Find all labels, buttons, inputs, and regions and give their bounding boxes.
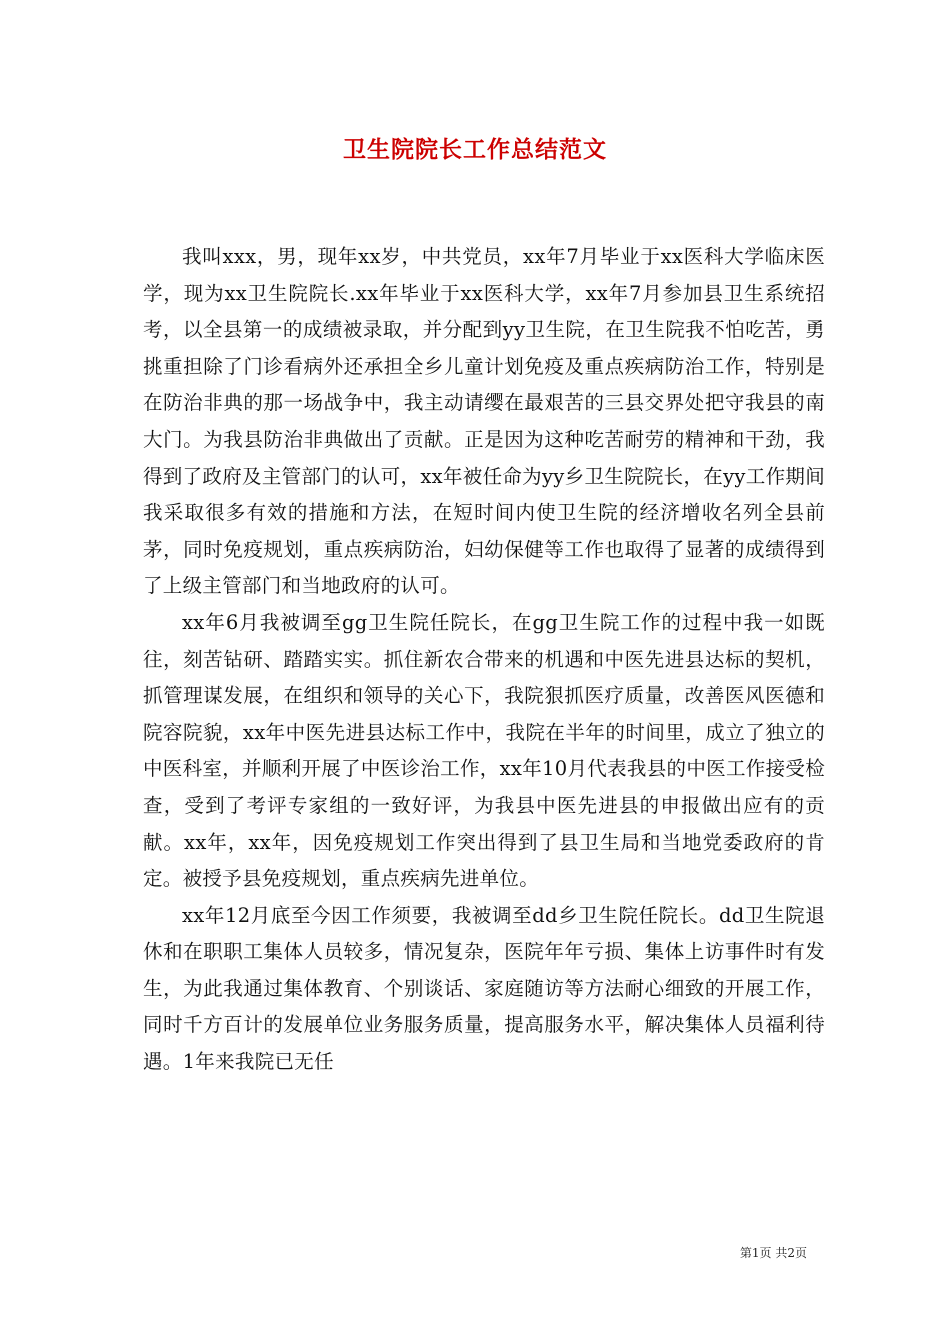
paragraph-2: xx年6月我被调至gg卫生院任院长，在gg卫生院工作的过程中我一如既往，刻苦钻研、踏踏实实。抓住新农合带来的机遇和中医先进县达标的契机，抓管理谋发展，在组织和领导的关心下，我院狠抓医疗质量，改善医风医德和院容院貌，xx年中医先进县达标工作中，我院在半年的时间里，成立了独立的中医科室，并顺利开展了中医诊治工作，xx年10月代表我县的中医工作接受检查，受到了考评专家组的一致好评，为我县中医先进县的申报做出应有的贡献。xx年，xx年，因免疫规划工作突出得到了县卫生局和当地党委政府的肯定。被授予县免疫规划，重点疾病先进单位。 — [143, 610, 825, 891]
page-number: 第1页 共2页 — [739, 1246, 807, 1260]
paragraph-1: 我叫xxx，男，现年xx岁，中共党员，xx年7月毕业于xx医科大学临床医学，现为xx卫生院院长.xx年毕业于xx医科大学，xx年7月参加县卫生系统招考，以全县第一的成绩被录取，并分配到yy卫生院，在卫生院我不怕吃苦，勇挑重担除了门诊看病外还承担全乡儿童计划免疫及重点疾病防治工作，特别是在防治非典的那一场战争中，我主动请缨在最艰苦的三县交界处把守我县的南大门。为我县防治非典做出了贡献。正是因为这种吃苦耐劳的精神和干劲，我得到了政府及主管部门的认可，xx年被任命为yy乡卫生院院长，在yy工作期间我采取很多有效的措施和方法，在短时间内使卫生院的经济增收名列全县前茅，同时免疫规划，重点疾病防治，妇幼保健等工作也取得了显著的成绩得到了上级主管部门和当地政府的认可。 — [143, 245, 825, 598]
paragraph-3: xx年12月底至今因工作须要，我被调至dd乡卫生院任院长。dd卫生院退休和在职职工集体人员较多，情况复杂，医院年年亏损、集体上访事件时有发生，为此我通过集体教育、个别谈话、家庭随访等方法耐心细致的开展工作，同时千方百计的发展单位业务服务质量，提高服务水平，解决集体人员福利待遇。1年来我院已无任 — [143, 903, 825, 1074]
document-title: 卫生院院长工作总结范文 — [343, 136, 607, 163]
document-body — [143, 239, 825, 1081]
